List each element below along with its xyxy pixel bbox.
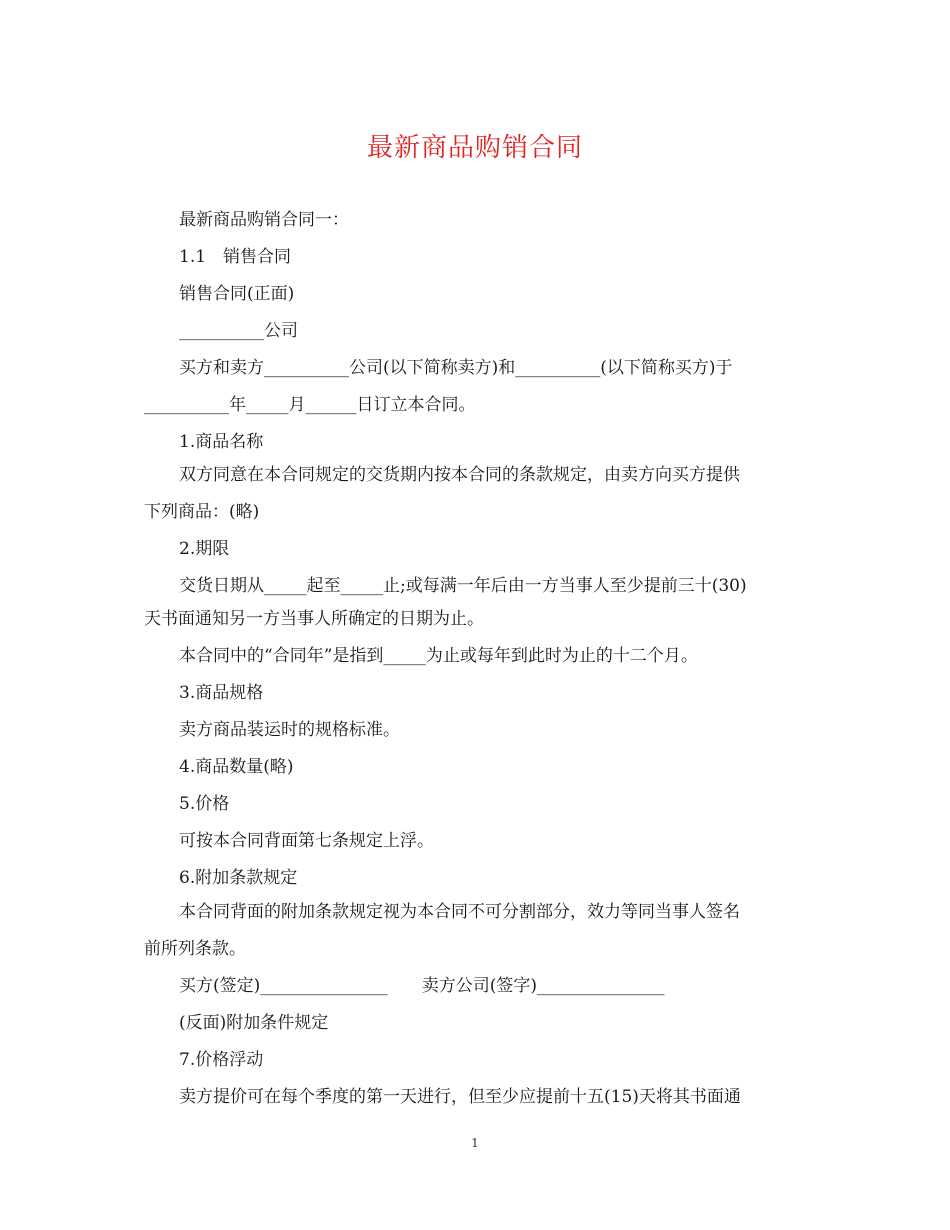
paragraph-line: 交货日期从_____起至_____止;或每满一年后由一方当事人至少提前三十(30) <box>179 576 747 596</box>
paragraph-line: __________公司 <box>179 321 298 341</box>
paragraph-line: 本合同中的“合同年”是指到_____为止或每年到此时为止的十二个月。 <box>179 646 698 666</box>
paragraph-line: 4.商品数量(略) <box>179 757 294 777</box>
paragraph-line: 6.附加条款规定 <box>179 868 298 888</box>
paragraph-line: 最新商品购销合同一： <box>179 210 349 230</box>
paragraph-line: 7.价格浮动 <box>179 1050 264 1070</box>
paragraph-line: 卖方提价可在每个季度的第一天进行，但至少应提前十五(15)天将其书面通 <box>179 1087 741 1107</box>
signature-line: 买方(签定)_______________ 卖方公司(签字)_______________ <box>179 976 665 996</box>
paragraph-line: 卖方商品装运时的规格标准。 <box>179 720 400 740</box>
paragraph-line: 双方同意在本合同规定的交货期内按本合同的条款规定，由卖方向买方提供 <box>179 465 740 485</box>
paragraph-line: 1.1 销售合同 <box>179 247 292 267</box>
paragraph-line: 买方和卖方__________公司(以下简称卖方)和__________(以下简称买方)于 <box>179 358 733 378</box>
paragraph-line: (反面)附加条件规定 <box>179 1013 329 1033</box>
page-number: 1 <box>471 1136 479 1150</box>
document-title: 最新商品购销合同 <box>366 133 583 163</box>
paragraph-line: 本合同背面的附加条款规定视为本合同不可分割部分，效力等同当事人签名 <box>179 902 740 922</box>
paragraph-line: 1.商品名称 <box>179 432 264 452</box>
paragraph-line: 3.商品规格 <box>179 683 264 703</box>
paragraph-line: __________年_____月______日订立本合同。 <box>144 395 476 415</box>
paragraph-line: 下列商品：(略) <box>144 502 260 522</box>
paragraph-line: 5.价格 <box>179 794 230 814</box>
paragraph-line: 可按本合同背面第七条规定上浮。 <box>179 831 434 851</box>
paragraph-line: 前所列条款。 <box>144 939 246 959</box>
paragraph-line: 2.期限 <box>179 539 230 559</box>
paragraph-line: 销售合同(正面) <box>179 284 295 304</box>
paragraph-line: 天书面通知另一方当事人所确定的日期为止。 <box>144 609 484 629</box>
